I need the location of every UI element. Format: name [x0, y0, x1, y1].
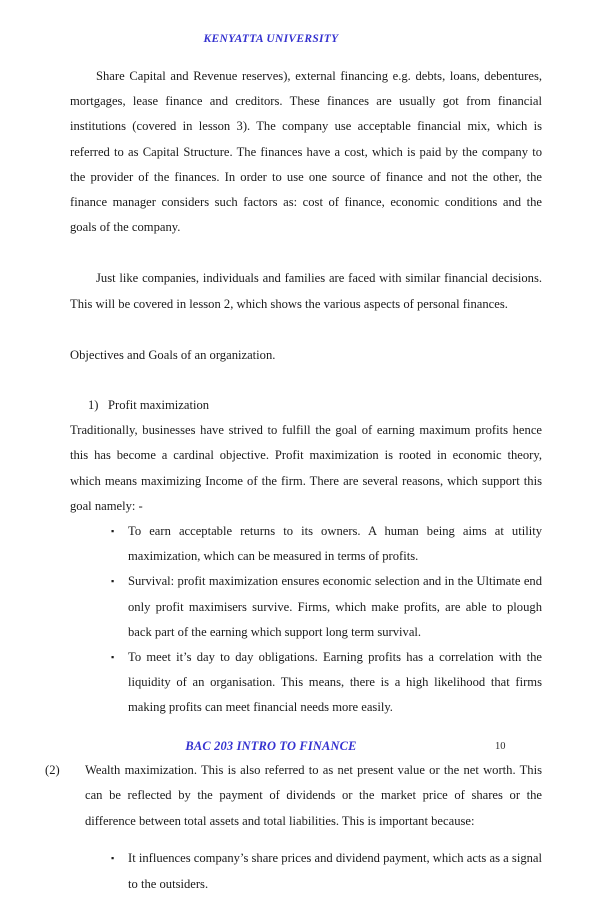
square-bullet-icon: ▪ [111, 652, 115, 663]
paragraph-spacer [70, 368, 542, 393]
square-bullet-icon: ▪ [111, 526, 115, 537]
running-header-institution: KENYATTA UNIVERSITY [203, 33, 339, 45]
document-body [45, 64, 542, 897]
list-item-text: Survival: profit maximization ensures economic selection and in the Ultimate end only profit maximisers survive. Firms, which make profits, are able to plough back part of the earning which support long term survival. [128, 574, 542, 639]
list-item [70, 846, 542, 896]
paragraph-personal-finance: Just like companies, individuals and families are faced with similar financial decisions. This will be covered in lesson 2, which shows the various aspects of personal finances. [70, 271, 542, 311]
list-item [70, 519, 542, 569]
footer-course-title: BAC 203 INTRO TO FINANCE [185, 739, 357, 753]
list-item-text: To meet it’s day to day obligations. Earning profits has a correlation with the liquidity of an organisation. This means, there is a high likelihood that firms making profits can meet financial needs more easily. [128, 650, 542, 715]
bullet-list-wealth-maximization [70, 846, 542, 896]
square-bullet-icon: ▪ [111, 853, 115, 864]
numbered-item-1-title: Profit maximization [108, 398, 210, 413]
numbered-item-2-text: Wealth maximization. This is also referred to as net present value or the net worth. This can be reflected by the payment of dividends or the market price of shares or the difference between total assets and total liabilities. This is important because: [85, 763, 542, 828]
paragraph-profit-maximization-body: Traditionally, businesses have strived to fulfill the goal of earning maximum profits hence this has become a cardinal objective. Profit maximization is rooted in economic theory, which means maximizing Income of the firm. There are several reasons, which support this goal namely: - [70, 423, 542, 513]
heading-objectives-and-goals: Objectives and Goals of an organization. [70, 347, 276, 362]
bullet-list-profit-maximization [70, 519, 542, 721]
list-item [70, 645, 542, 721]
list-item-text: It influences company’s share prices and dividend payment, which acts as a signal to the outsiders. [128, 851, 542, 891]
numbered-item-1 [70, 393, 542, 418]
paragraph-spacer [70, 240, 542, 266]
paragraph-continued-share-capital: Share Capital and Revenue reserves), external financing e.g. debts, loans, debentures, mortgages, lease finance and creditors. These finances are usually got from financial institutions (covered in lesson 3). The company use acceptable financial mix, which is referred to as Capital Structure. The finances have a cost, which is paid by the company to the provider of the finances. In order to use one source of finance and not the other, the finance manager considers such factors as: cost of finance, economic conditions and the goals of the company. [70, 69, 542, 235]
paragraph-spacer [70, 317, 542, 343]
running-footer [0, 739, 612, 759]
list-item-text: To earn acceptable returns to its owners. A human being aims at utility maximization, which can be measured in terms of profits. [128, 524, 542, 564]
footer-page-number: 10 [495, 741, 506, 752]
square-bullet-icon: ▪ [111, 576, 115, 587]
numbered-item-2 [30, 758, 542, 834]
numbered-item-1-marker: 1) [88, 398, 99, 413]
list-item [70, 569, 542, 645]
numbered-item-2-marker: (2) [45, 763, 60, 778]
